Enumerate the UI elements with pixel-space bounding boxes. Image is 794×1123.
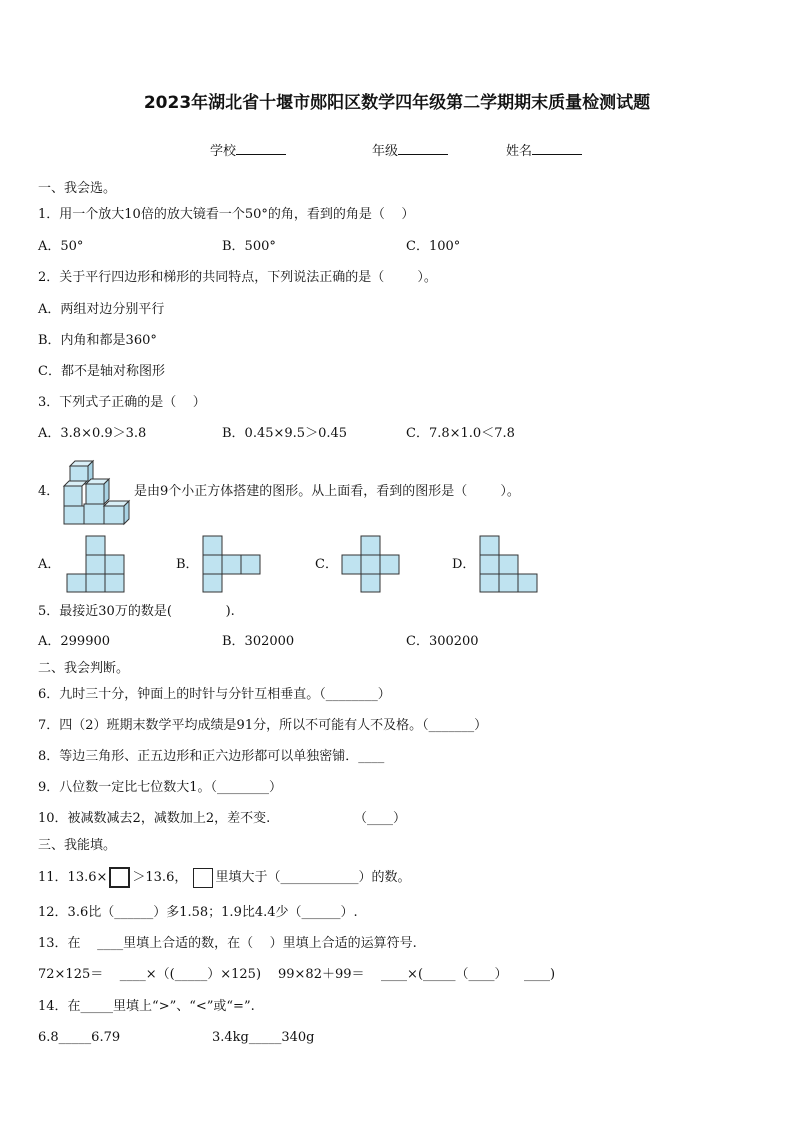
q4-number: 4．	[38, 484, 60, 499]
q3-option-c[interactable]: C．7.8×1.0＜7.8	[406, 426, 515, 441]
q4-option-b[interactable]: B．	[176, 557, 199, 572]
q3-stem: 3．下列式子正确的是（ ）	[38, 395, 206, 410]
q2-option-a[interactable]: A．两组对边分别平行	[38, 302, 165, 317]
q3-option-b[interactable]: B．0.45×9.5＞0.45	[222, 426, 348, 441]
section-2-heading: 二、我会判断。	[38, 661, 130, 676]
school-field[interactable]: 学校	[210, 140, 286, 159]
q5-stem: 5．最接近30万的数是( ).	[38, 604, 235, 619]
q1-stem: 1．用一个放大10倍的放大镜看一个50°的角，看到的角是（ ）	[38, 207, 415, 222]
q5-option-b[interactable]: B．302000	[222, 634, 295, 649]
q5-option-c[interactable]: C．300200	[406, 634, 479, 649]
q14-stem: 14．在_____里填上“>”、“<”或“=”.	[38, 999, 255, 1014]
q6[interactable]: 6．九时三十分，钟面上的时针与分针互相垂直。（________）	[38, 687, 391, 702]
section-1-heading: 一、我会选。	[38, 181, 117, 196]
q4-option-a[interactable]: A．	[38, 557, 61, 572]
q13-stem: 13．在 ____里填上合适的数，在（ ）里填上合适的运算符号.	[38, 936, 417, 951]
q4-stem: 是由9个小正方体搭建的图形。从上面看，看到的图形是（ ）。	[134, 484, 520, 499]
q9[interactable]: 9．八位数一定比七位数大1。（________）	[38, 780, 283, 795]
q1-option-c[interactable]: C．100°	[406, 239, 461, 254]
q8[interactable]: 8．等边三角形、正五边形和正六边形都可以单独密铺．____	[38, 749, 385, 764]
q13-expr-1[interactable]: 72×125＝ ____×（(_____）×125)	[38, 967, 262, 982]
section-3-heading: 三、我能填。	[38, 838, 117, 853]
q5-option-a[interactable]: A．299900	[38, 634, 111, 649]
q12[interactable]: 12．3.6比（______）多1.58；1.9比4.4少（______）.	[38, 905, 358, 920]
q1-option-b[interactable]: B．500°	[222, 239, 276, 254]
name-field[interactable]: 姓名	[506, 140, 582, 159]
q10-stem: 10．被减数减去2，减数加上2，差不变.	[38, 811, 271, 826]
q11: 11．13.6× ＞13.6， 里填大于（____________）的数。	[38, 867, 411, 888]
page-title: 2023年湖北省十堰市郧阳区数学四年级第二学期期末质量检测试题	[143, 93, 651, 113]
q4-option-b-figure[interactable]	[202, 535, 262, 593]
q11-box-label	[193, 868, 213, 888]
q4-option-c-figure[interactable]	[341, 535, 401, 593]
q13-expr-2[interactable]: 99×82＋99＝ ____×(_____（____） ____)	[278, 967, 556, 982]
q4-option-a-figure[interactable]	[66, 535, 126, 593]
q10-answer[interactable]: （____）	[354, 811, 407, 826]
q4-option-d-figure[interactable]	[479, 535, 539, 593]
q2-option-c[interactable]: C．都不是轴对称图形	[38, 364, 165, 379]
grade-field[interactable]: 年级	[372, 140, 448, 159]
q7[interactable]: 7．四（2）班期末数学平均成绩是91分，所以不可能有人不及格。（_______）	[38, 718, 488, 733]
q2-stem: 2．关于平行四边形和梯形的共同特点，下列说法正确的是（ ）。	[38, 270, 437, 285]
q14-expr-1[interactable]: 6.8_____6.79	[38, 1030, 121, 1045]
q4-option-c[interactable]: C．	[315, 557, 338, 572]
q2-option-b[interactable]: B．内角和都是360°	[38, 333, 157, 348]
q3-option-a[interactable]: A．3.8×0.9＞3.8	[38, 426, 147, 441]
q1-option-a[interactable]: A．50°	[38, 239, 84, 254]
q4-option-d[interactable]: D．	[452, 557, 476, 572]
q14-expr-2[interactable]: 3.4kg_____340g	[212, 1030, 315, 1045]
q4-cube-figure	[62, 460, 134, 526]
q11-box-input[interactable]	[109, 867, 130, 888]
